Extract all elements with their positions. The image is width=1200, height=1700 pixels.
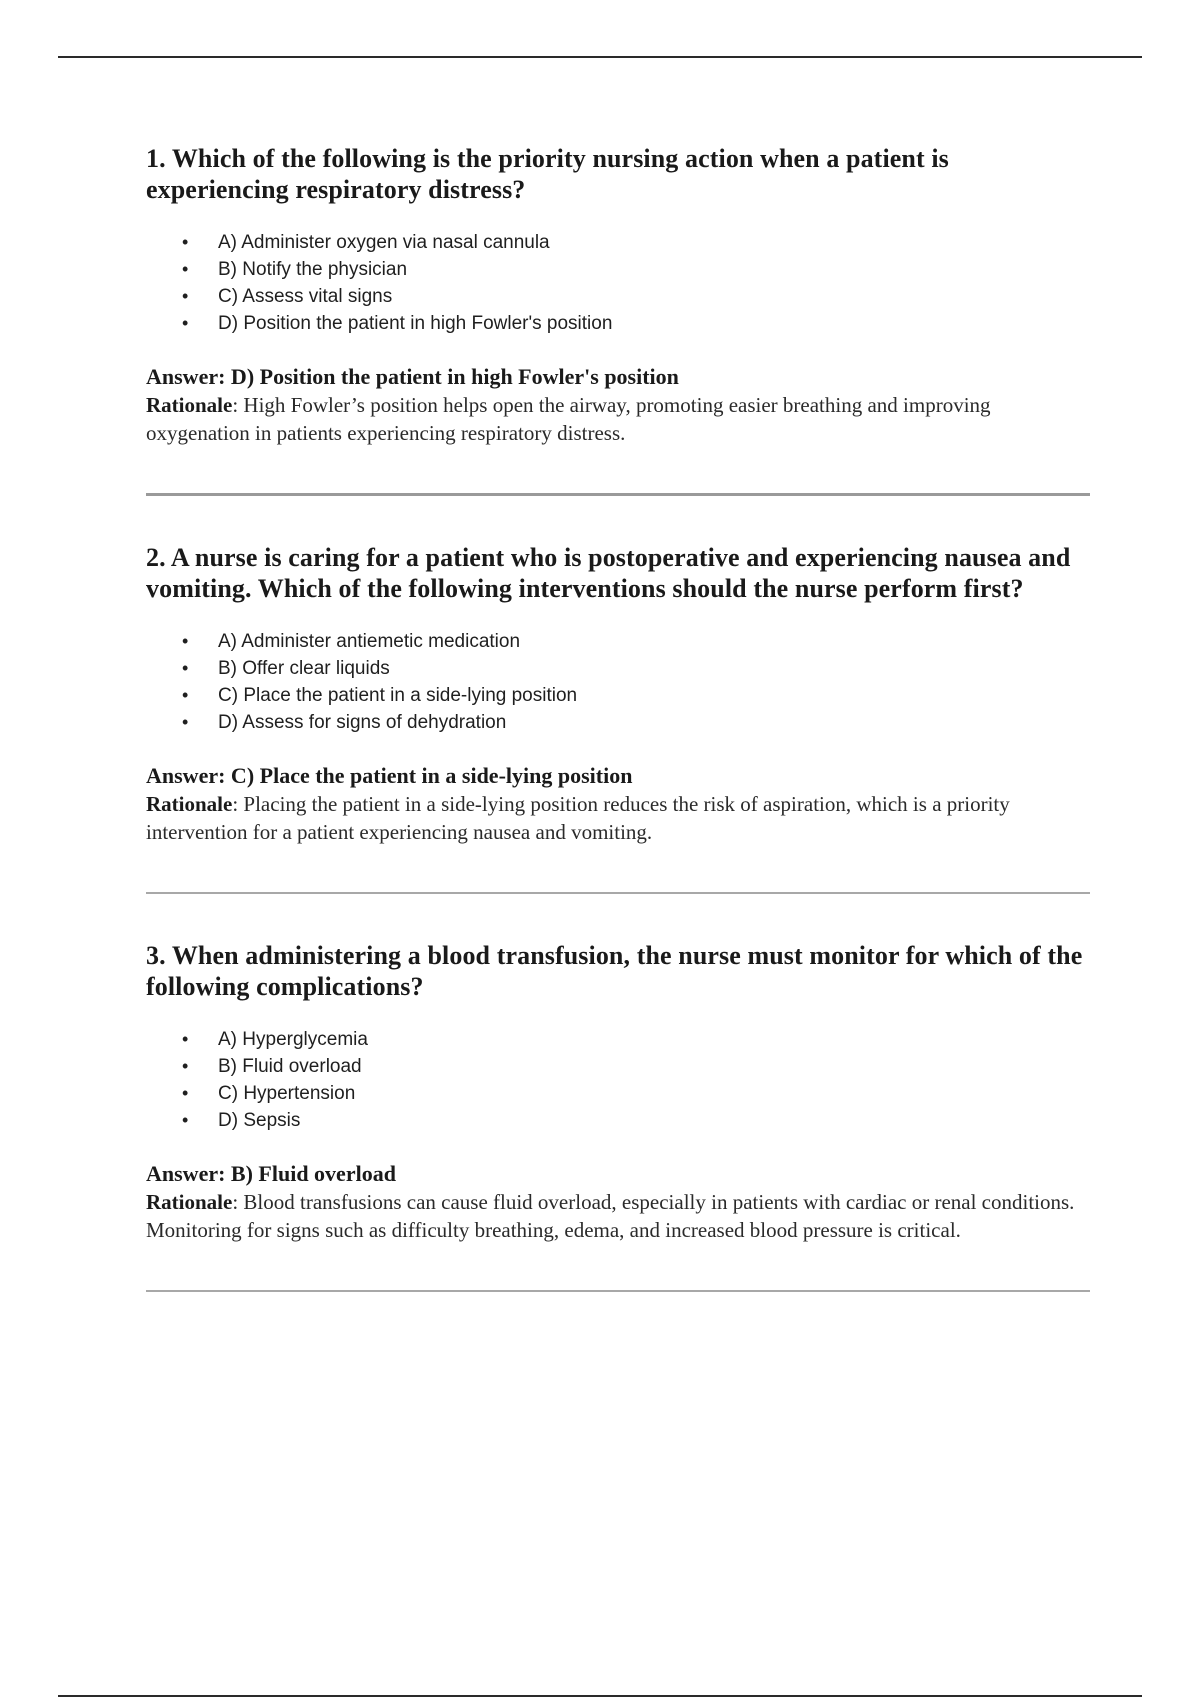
option-item [146,709,1090,736]
bullet-icon: • [182,1029,189,1049]
option-item [146,1080,1090,1107]
bullet-icon: • [182,259,189,279]
page-bottom-rule [58,1695,1142,1697]
bullet-icon: • [182,685,189,705]
question-2 [146,542,1090,846]
option-text: B) Offer clear liquids [218,658,390,679]
option-list [146,628,1090,736]
bullet-icon: • [182,712,189,732]
bullet-icon: • [182,631,189,651]
document-body [146,143,1090,1338]
option-text: C) Assess vital signs [218,286,393,307]
page-top-rule [58,56,1142,58]
option-text: C) Place the patient in a side-lying position [218,685,578,706]
option-text: A) Administer oxygen via nasal cannula [218,232,550,253]
bullet-icon: • [182,1056,189,1076]
option-text: A) Administer antiemetic medication [218,631,521,652]
bullet-icon: • [182,1083,189,1103]
rationale-text: : Blood transfusions can cause fluid overload, especially in patients with cardiac or renal conditions. Monitoring for signs such as difficulty breathing, edema, and increased blood pressure is critical. [146,1190,1075,1242]
option-text: D) Sepsis [218,1110,301,1131]
question-title: 3. When administering a blood transfusion, the nurse must monitor for which of the following complications? [146,941,1083,1001]
answer-line: Answer: D) Position the patient in high Fowler's position [146,364,679,389]
option-text: A) Hyperglycemia [218,1029,368,1050]
bullet-icon: • [182,658,189,678]
option-item [146,229,1090,256]
rationale-paragraph [146,391,1090,447]
rationale-label: Rationale [146,1190,233,1214]
rationale-label: Rationale [146,393,233,417]
option-item [146,628,1090,655]
rationale-label: Rationale [146,792,233,816]
question-title: 1. Which of the following is the priority nursing action when a patient is experiencing respiratory distress? [146,144,949,204]
option-text: D) Assess for signs of dehydration [218,712,507,733]
option-text: B) Fluid overload [218,1056,362,1077]
rationale-paragraph [146,790,1090,846]
option-item [146,256,1090,283]
section-divider [146,892,1090,894]
section-divider [146,493,1090,496]
bullet-icon: • [182,313,189,333]
option-text: C) Hypertension [218,1083,356,1104]
bullet-icon: • [182,1110,189,1130]
option-item [146,1026,1090,1053]
question-3 [146,940,1090,1244]
rationale-text: : High Fowler’s position helps open the airway, promoting easier breathing and improving oxygenation in patients experiencing respiratory distress. [146,393,991,445]
bullet-icon: • [182,286,189,306]
rationale-text: : Placing the patient in a side-lying position reduces the risk of aspiration, which is a priority intervention for a patient experiencing nausea and vomiting. [146,792,1010,844]
option-text: B) Notify the physician [218,259,408,280]
option-item [146,655,1090,682]
answer-line: Answer: B) Fluid overload [146,1161,396,1186]
question-1 [146,143,1090,447]
section-divider [146,1290,1090,1292]
question-title: 2. A nurse is caring for a patient who is postoperative and experiencing nausea and vomiting. Which of the following interventions should the nurse perform first? [146,543,1071,603]
option-item [146,310,1090,337]
option-item [146,1107,1090,1134]
option-list [146,229,1090,337]
rationale-paragraph [146,1188,1090,1244]
option-item [146,682,1090,709]
bullet-icon: • [182,232,189,252]
option-text: D) Position the patient in high Fowler's position [218,313,613,334]
option-item [146,283,1090,310]
answer-line: Answer: C) Place the patient in a side-lying position [146,763,633,788]
option-list [146,1026,1090,1134]
option-item [146,1053,1090,1080]
